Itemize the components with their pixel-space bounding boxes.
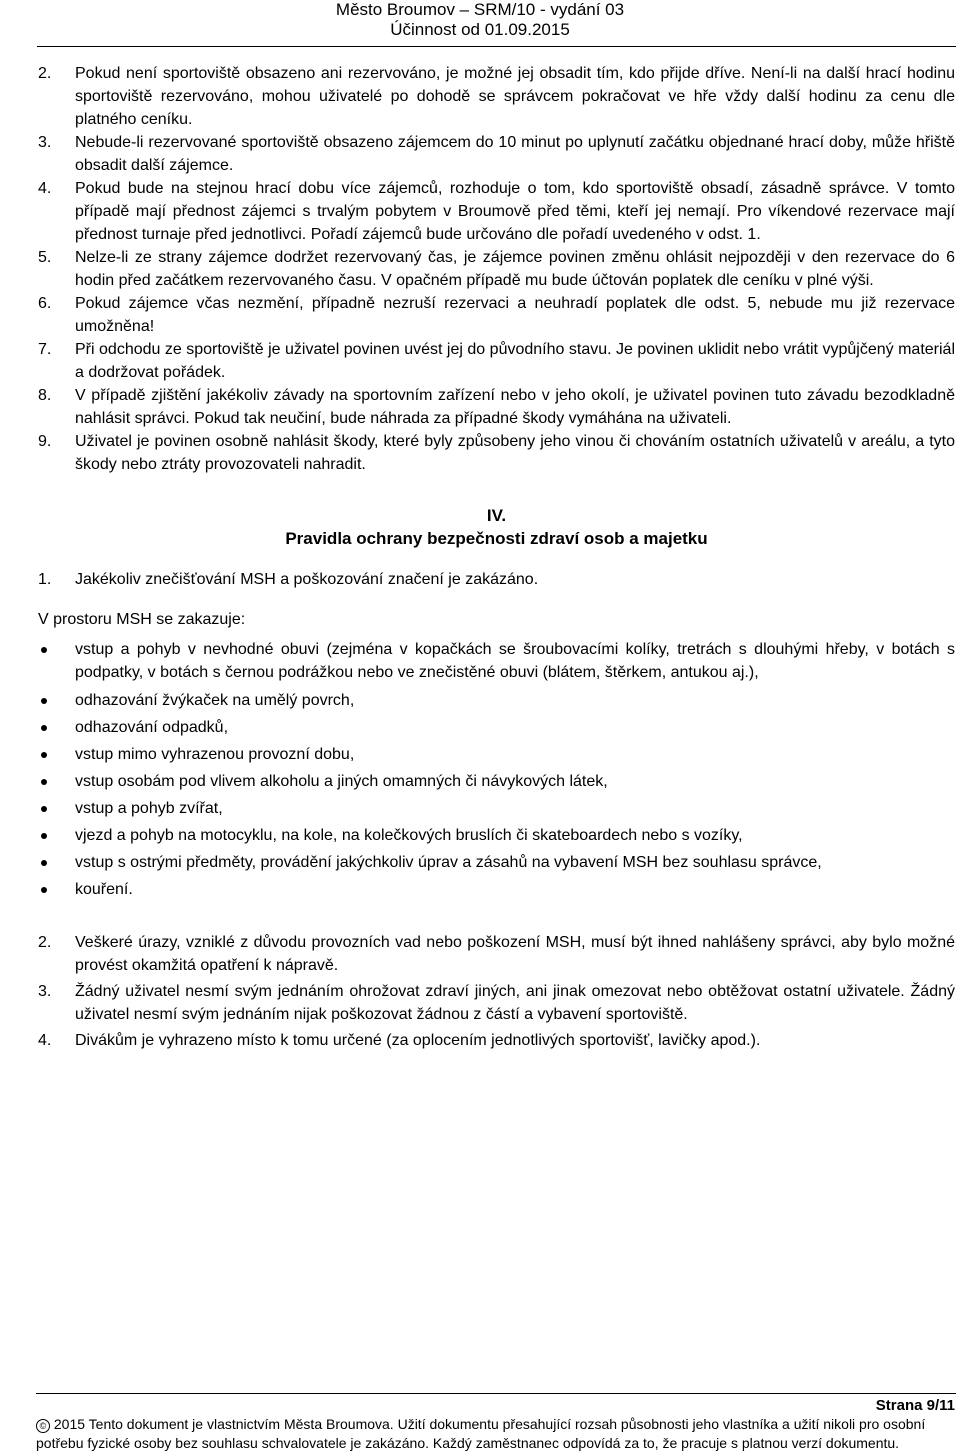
item-text: Pokud zájemce včas nezmění, případně nezruší rezervaci a neuhradí poplatek dle odst. 5, nebude mu již rezervace umožněna! [75, 295, 955, 335]
item-number: 1. [38, 571, 52, 588]
list-item [38, 430, 955, 476]
bullet-icon [41, 647, 47, 653]
list-item [38, 292, 955, 338]
list-item [38, 931, 955, 977]
list-item [38, 1029, 955, 1052]
list-item [38, 338, 955, 384]
list-item [38, 851, 955, 874]
item-number: 9. [38, 433, 52, 450]
list-item [38, 568, 955, 591]
list-item [38, 62, 955, 131]
item-number: 6. [38, 295, 52, 312]
bullet-text: odhazování žvýkaček na umělý povrch, [75, 692, 355, 709]
bullet-text: kouření. [75, 881, 133, 898]
item-number: 7. [38, 341, 52, 358]
item-number: 8. [38, 387, 52, 404]
item-number: 4. [38, 1032, 52, 1049]
item-text: Pokud není sportoviště obsazeno ani rezervováno, je možné jej obsadit tím, kdo přijde dříve. Není-li na další hrací hodinu sportoviště rezervováno, mohou uživatelé po dohodě se správcem pokračovat ve hře vždy další hodinu za cenu dle platného ceníku. [75, 65, 955, 128]
bullet-icon [41, 833, 47, 839]
item-text: Uživatel je povinen osobně nahlásit škody, které byly způsobeny jeho vinou či chováním ostatních uživatelů v areálu, a tyto škody nebo ztráty provozovateli nahradit. [75, 433, 955, 473]
footer-copyright [36, 1415, 956, 1453]
header-effective-date: Účinnost od 01.09.2015 [390, 20, 570, 39]
item-text: V případě zjištění jakékoliv závady na sportovním zařízení nebo v jeho okolí, je uživatel povinen tuto závadu bezodkladně nahlásit správci. Pokud tak neučiní, bude náhrada za případné škody vymáhána na uživateli. [75, 387, 955, 427]
item-text: Divákům je vyhrazeno místo k tomu určené (za oplocením jednotlivých sportovišť, lavičky apod.). [75, 1032, 761, 1049]
section-title: Pravidla ochrany bezpečnosti zdraví osob a majetku [285, 529, 708, 548]
list-item [38, 716, 955, 739]
list-item [38, 689, 955, 712]
copyright-icon: © [36, 1419, 50, 1433]
list-item [38, 131, 955, 177]
footer-divider [36, 1393, 956, 1394]
list-item [38, 824, 955, 847]
footer-copyright-text: 2015 Tento dokument je vlastnictvím Města Broumova. Užití dokumentu přesahující rozsah působnosti jeho vlastníka a užití nikoli pro osobní potřebu fyzické osoby bez souhlasu schvalovatele je zakázáno. Každý zaměstnanec odpovídá za to, že pracuje s platnou verzí dokumentu. [36, 1416, 926, 1451]
page-header [0, 0, 960, 46]
item-number: 5. [38, 249, 52, 266]
bullet-text: vstup a pohyb v nevhodné obuvi (zejména v kopačkách se šroubovacími kolíky, tretrách s dlouhými hřeby, v botách s podpatky, v botách s černou podrážkou nebo ve znečistěné obuvi (blátem, štěrkem, antukou aj.), [75, 641, 955, 681]
item-text: Nelze-li ze strany zájemce dodržet rezervovaný čas, je zájemce povinen změnu ohlásit nejpozději v den rezervace do 6 hodin před začátkem rezervovaného času. V opačném případě mu bude účtován poplatek dle ceníku v plné výši. [75, 249, 955, 289]
document-body [38, 62, 955, 1052]
item-text: Nebude-li rezervované sportoviště obsazeno zájemcem do 10 minut po uplynutí začátku objednané hrací doby, může hřiště obsadit další zájemce. [75, 134, 955, 174]
page-number: Strana 9/11 [875, 1397, 955, 1414]
list-item [38, 177, 955, 246]
bullet-icon [41, 779, 47, 785]
bullet-text: vstup mimo vyhrazenou provozní dobu, [75, 746, 355, 763]
list-item [38, 980, 955, 1026]
bullet-text: vstup osobám pod vlivem alkoholu a jiných omamných či návykových látek, [75, 773, 608, 790]
bullet-icon [41, 860, 47, 866]
section-number: IV. [486, 506, 507, 525]
header-title: Město Broumov – SRM/10 - vydání 03 [335, 0, 625, 19]
list-item [38, 638, 955, 684]
header-divider [37, 46, 956, 47]
item-text: Veškeré úrazy, vzniklé z důvodu provozních vad nebo poškození MSH, musí být ihned nahlášeny správci, aby bylo možné provést okamžitá opatření k nápravě. [75, 934, 955, 974]
prohibited-intro: V prostoru MSH se zakazuje: [38, 611, 246, 628]
list-item [38, 743, 955, 766]
item-text: Při odchodu ze sportoviště je uživatel povinen uvést jej do původního stavu. Je povinen uklidit nebo vrátit vypůjčený materiál a dodržovat pořádek. [75, 341, 955, 381]
bullet-icon [41, 806, 47, 812]
item-number: 3. [38, 983, 52, 1000]
list-item [38, 770, 955, 793]
item-number: 2. [38, 65, 52, 82]
item-number: 4. [38, 180, 52, 197]
prohibited-list [38, 638, 955, 901]
bullet-icon [41, 725, 47, 731]
bullet-text: vstup s ostrými předměty, provádění jakýchkoliv úprav a zásahů na vybavení MSH bez souhlasu správce, [75, 854, 822, 871]
list-item [38, 384, 955, 430]
item-text: Jakékoliv znečišťování MSH a poškozování značení je zakázáno. [75, 571, 539, 588]
list-item [38, 878, 955, 901]
bullet-text: odhazování odpadků, [75, 719, 229, 736]
bullet-icon [41, 887, 47, 893]
bullet-text: vstup a pohyb zvířat, [75, 800, 223, 817]
rules-list-top [38, 62, 955, 476]
item-text: Žádný uživatel nesmí svým jednáním ohrožovat zdraví jiných, ani jinak omezovat nebo obtěžovat ostatní uživatele. Žádný uživatel nesmí svým jednáním nijak poškozovat žádnou z částí a vybavení sportoviště. [75, 983, 955, 1023]
list-item [38, 246, 955, 292]
rules-list-bottom [38, 931, 955, 1052]
item-text: Pokud bude na stejnou hrací dobu více zájemců, rozhoduje o tom, kdo sportoviště obsadí, zásadně správce. V tomto případě mají přednost zájemci s trvalým pobytem v Broumově před těmi, kteří jej nemají. Pro víkendové rezervace mají přednost turnaje před jednotlivci. Pořadí zájemců bude určováno dle pořadí uvedeného v odst. 1. [75, 180, 955, 243]
list-item [38, 797, 955, 820]
bullet-text: vjezd a pohyb na motocyklu, na kole, na kolečkových bruslích či skateboardech nebo s vozíky, [75, 827, 743, 844]
bullet-icon [41, 698, 47, 704]
item-number: 3. [38, 134, 52, 151]
item-number: 2. [38, 934, 52, 951]
bullet-icon [41, 752, 47, 758]
